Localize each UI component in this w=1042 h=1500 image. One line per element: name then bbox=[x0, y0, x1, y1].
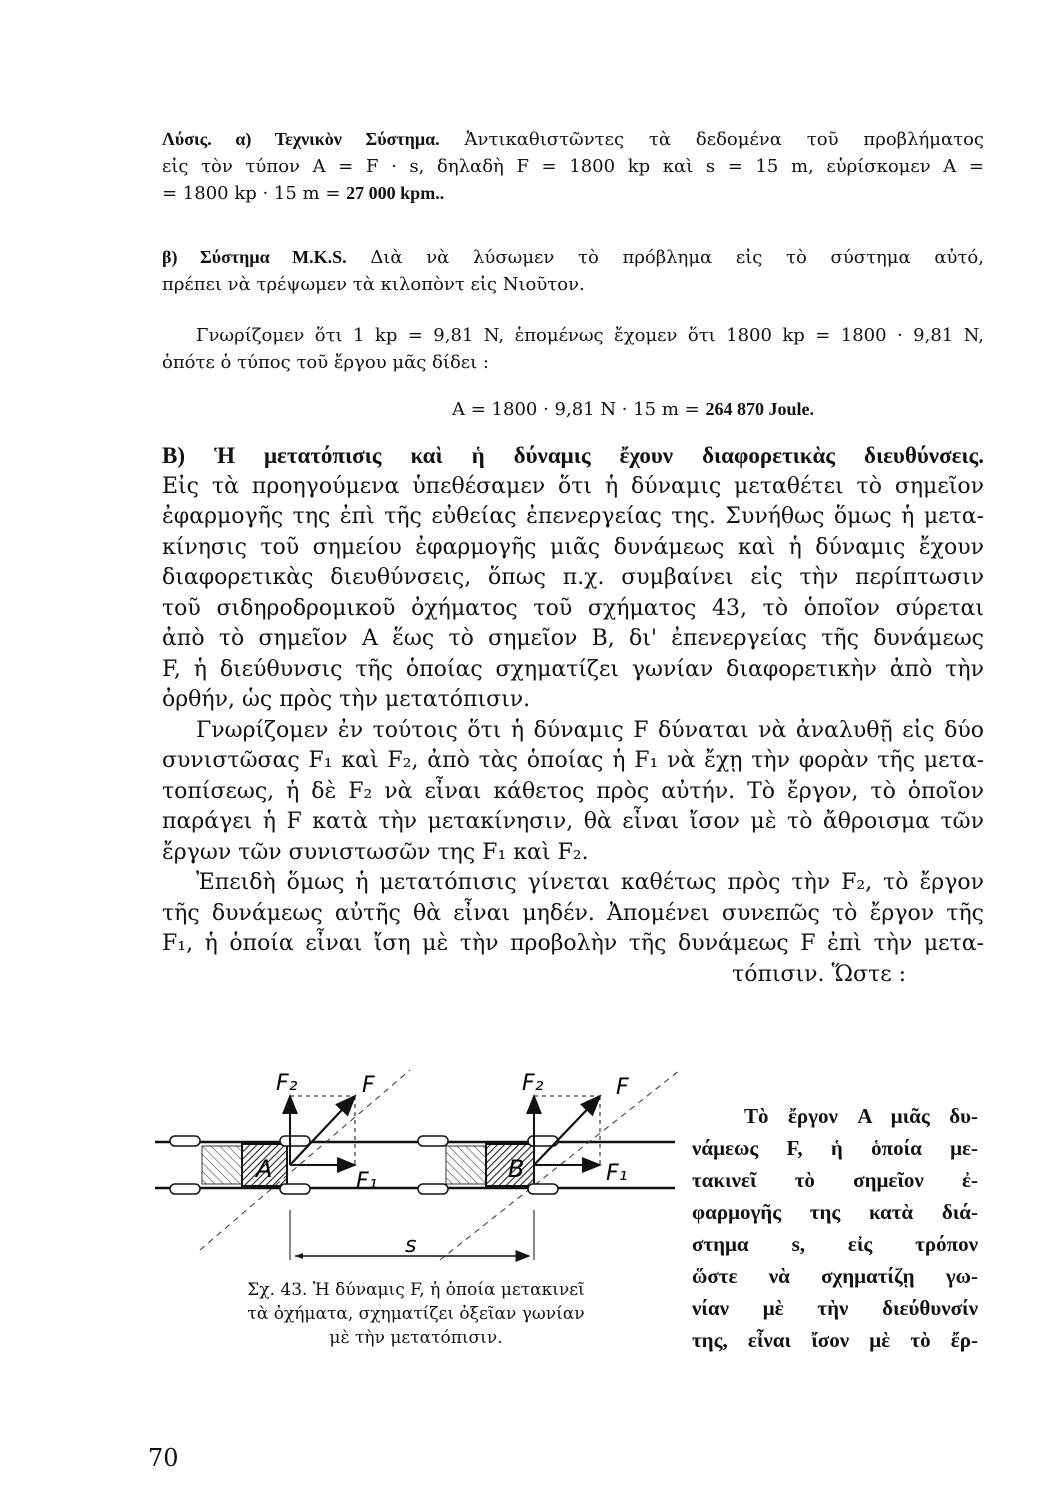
definition-line: της, εἶναι ἴσον μὲ τὸ ἔρ- bbox=[692, 1328, 978, 1352]
label-f1-a: F₁ bbox=[356, 1169, 378, 1194]
page-number: 70 bbox=[148, 1444, 179, 1472]
label-f2-b: F₂ bbox=[522, 1071, 544, 1096]
label-f2-a: F₂ bbox=[276, 1071, 298, 1096]
text-line: κίνησις τοῦ σημείου ἐφαρμογῆς μιᾶς δυνάμεως καὶ ἡ δύναμις ἔχουν bbox=[162, 534, 984, 560]
label-f-a: F bbox=[362, 1073, 375, 1098]
figure-caption bbox=[196, 1278, 636, 1350]
text-line: τοπίσεως, ἡ δὲ F₂ νὰ εἶναι κάθετος πρὸς αὐτήν. Τὸ ἔργον, τὸ ὁποῖον bbox=[162, 778, 984, 804]
text-line: Ἐπειδὴ ὅμως ἡ μετατόπισις γίνεται καθέτως πρὸς τὴν F₂, τὸ ἔργον bbox=[196, 870, 984, 895]
solution-mks bbox=[162, 244, 984, 298]
definition-line: στημα s, εἰς τρόπον bbox=[692, 1232, 978, 1256]
section-b bbox=[162, 441, 984, 990]
force-f-arrow bbox=[534, 1096, 600, 1165]
text-line: Γνωρίζομεν ἐν τούτοις ὅτι ἡ δύναμις F δύναται νὰ ἀναλυθῇ εἰς δύο bbox=[196, 717, 984, 743]
forces-at-a bbox=[290, 1096, 355, 1165]
mks-line-1 bbox=[162, 244, 984, 271]
solution-line-2: εἰς τὸν τύπον A = F · s, δηλαδὴ F = 1800 kp καὶ s = 15 m, εὑρίσκομεν A = bbox=[162, 156, 984, 177]
text-line: τοῦ σιδηροδρομικοῦ ὀχήματος τοῦ σχήματος 43, τὸ ὁποῖον σύρεται bbox=[162, 595, 984, 621]
formula-result: 264 870 Joule. bbox=[705, 399, 814, 419]
definition-line: Τὸ ἔργον A μιᾶς δυ- bbox=[744, 1104, 978, 1128]
forces-at-b bbox=[534, 1096, 600, 1165]
mks-line-3: Γνωρίζομεν ὅτι 1 kp = 9,81 N, ἑπομένως ἔχομεν ὅτι 1800 kp = 1800 · 9,81 N, bbox=[196, 325, 984, 346]
mks-line-2: πρέπει νὰ τρέψωμεν τὰ κιλοπὸντ εἰς Νιοῦτον. bbox=[162, 274, 585, 295]
mks-text: Διὰ νὰ λύσωμεν τὸ πρόβλημα εἰς τὸ σύστημα αὐτό, bbox=[370, 247, 984, 268]
definition-line: νάμεως F, ἡ ὁποία με- bbox=[692, 1136, 978, 1160]
text-line: Εἰς τὰ προηγούμενα ὑπεθέσαμεν ὅτι ἡ δύναμις μεταθέτει τὸ σημεῖον bbox=[162, 473, 984, 499]
definition-line: τακινεῖ τὸ σημεῖον ἐ- bbox=[692, 1168, 978, 1192]
text-line: F, ἡ διεύθυνσις τῆς ὁποίας σχηματίζει γωνίαν διαφορετικὴν ἀπὸ τὴν bbox=[162, 656, 984, 682]
text-line: διαφορετικὰς διευθύνσεις, ὅπως π.χ. συμβαίνει εἰς τὴν περίπτωσιν bbox=[162, 565, 984, 590]
formula-line bbox=[162, 396, 984, 423]
text-line: παράγει ἡ F κατὰ τὴν μετακίνησιν, θὰ εἶναι ἴσον μὲ τὸ ἄθροισμα τῶν bbox=[162, 809, 984, 834]
label-a: A bbox=[256, 1155, 273, 1183]
mks-label: β) Σύστημα M.K.S. bbox=[162, 247, 347, 267]
text-line: ἐφαρμογῆς της ἐπὶ τῆς εὐθείας ἐπενεργείας της. Συνήθως ὅμως ἡ μετα- bbox=[162, 504, 984, 529]
solution-line-3 bbox=[162, 180, 984, 207]
solution-line-1 bbox=[162, 126, 984, 153]
label-s: s bbox=[405, 1233, 417, 1258]
figure-43 bbox=[150, 1060, 680, 1270]
text-line: ὀρθήν, ὡς πρὸς τὴν μετατόπισιν. bbox=[162, 687, 531, 712]
solution-calc: = 1800 kp · 15 m = bbox=[162, 183, 341, 204]
text-line: τῆς δυνάμεως αὐτῆς θὰ εἶναι μηδέν. Ἀπομένει συνεπῶς τὸ ἔργον τῆς bbox=[162, 900, 984, 926]
mks-line-4: ὁπότε ὁ τύπος τοῦ ἔργου μᾶς δίδει : bbox=[162, 352, 489, 373]
label-f1-b: F₁ bbox=[606, 1161, 628, 1186]
section-b-heading: B) Ἡ μετατόπισις καὶ ἡ δύναμις ἔχουν διαφορετικὰς διευθύνσεις. bbox=[162, 443, 984, 468]
paragraph-3 bbox=[162, 868, 984, 990]
mks-formula bbox=[162, 396, 984, 423]
text-line: ἀπὸ τὸ σημεῖον A ἕως τὸ σημεῖον B, δι' ἐπενεργείας τῆς δυνάμεως bbox=[162, 626, 984, 651]
definition-line: φαρμογῆς της κατὰ διά- bbox=[692, 1200, 978, 1224]
caption-line: μὲ τὴν μετατόπισιν. bbox=[329, 1328, 503, 1348]
solution-result: 27 000 kpm.. bbox=[346, 183, 445, 203]
caption-line: τὰ ὀχήματα, σχηματίζει ὀξεῖαν γωνίαν bbox=[247, 1304, 585, 1324]
force-f-arrow bbox=[290, 1096, 355, 1165]
caption-line: Σχ. 43. Ἡ δύναμις F, ἡ ὁποία μετακινεῖ bbox=[247, 1280, 585, 1300]
definition-box bbox=[692, 1100, 978, 1356]
solution-text: Ἀντικαθιστῶντες τὰ δεδομένα τοῦ προβλήματος bbox=[464, 129, 984, 150]
label-b: B bbox=[508, 1155, 525, 1183]
text-line: ἔργων τῶν συνιστωσῶν της F₁ καὶ F₂. bbox=[162, 839, 589, 865]
paragraph-1 bbox=[162, 472, 984, 716]
mks-conversion bbox=[162, 322, 984, 376]
text-line: F₁, ἡ ὁποία εἶναι ἴση μὲ τὴν προβολὴν τῆς δυνάμεως F ἐπὶ τὴν μετα- bbox=[162, 931, 984, 956]
definition-line: νίαν μὲ τὴν διεύθυνσίν bbox=[692, 1296, 978, 1320]
label-f-b: F bbox=[616, 1075, 629, 1100]
formula-calc: A = 1800 · 9,81 N · 15 m = bbox=[452, 399, 700, 420]
paragraph-2 bbox=[162, 716, 984, 869]
solution-technical bbox=[162, 126, 984, 207]
text-line-tail: τόπισιν. Ὥστε : bbox=[732, 961, 906, 987]
solution-label: Λύσις. α) Τεχνικὸν Σύστημα. bbox=[162, 129, 440, 149]
text-line: συνιστῶσας F₁ καὶ F₂, ἀπὸ τὰς ὁποίας ἡ F₁ νὰ ἔχῃ τὴν φορὰν τῆς μετα- bbox=[162, 748, 984, 773]
definition-line: ὥστε νὰ σχηματίζῃ γω- bbox=[692, 1264, 978, 1288]
